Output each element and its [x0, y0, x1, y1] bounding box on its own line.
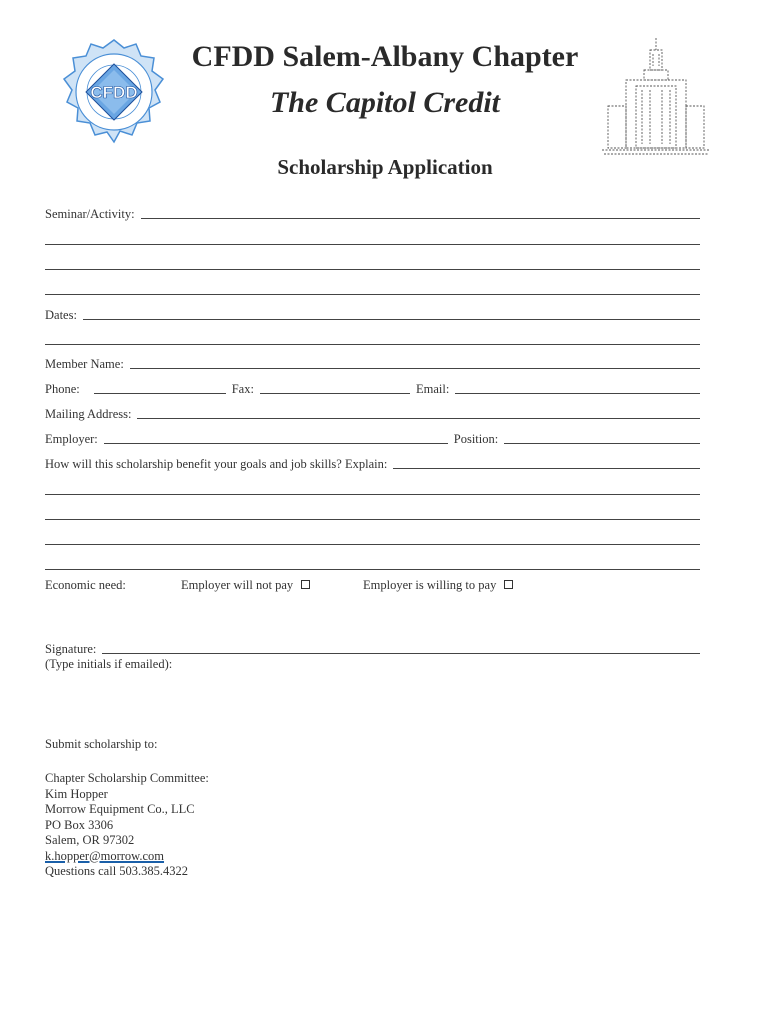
employer-label: Employer:	[45, 432, 98, 446]
explain-field-line-2[interactable]	[45, 494, 700, 495]
signature-label: Signature:	[45, 642, 97, 656]
seminar-field-line-3[interactable]	[45, 269, 700, 270]
explain-row	[45, 454, 700, 472]
email-label: Email:	[415, 382, 450, 396]
explain-continuation	[45, 555, 700, 573]
member-name-row	[45, 354, 700, 372]
seminar-continuation	[45, 255, 700, 273]
dates-label: Dates:	[45, 308, 77, 322]
employer-willing-label: Employer is willing to pay	[363, 578, 497, 592]
mailing-address-field[interactable]	[137, 418, 700, 419]
seminar-field[interactable]	[141, 218, 700, 219]
employer-row	[45, 429, 700, 447]
employer-not-pay-checkbox[interactable]	[301, 580, 310, 589]
email-field[interactable]	[455, 393, 700, 394]
position-label: Position:	[453, 432, 499, 446]
economic-need-row	[45, 578, 700, 596]
po-box: PO Box 3306	[45, 818, 114, 832]
document-title: Scholarship Application	[277, 155, 493, 179]
seminar-continuation	[45, 230, 700, 248]
mailing-address-row	[45, 404, 700, 422]
member-name-field[interactable]	[130, 368, 700, 369]
explain-field-line-3[interactable]	[45, 519, 700, 520]
committee-name: Chapter Scholarship Committee:	[45, 771, 209, 785]
economic-need-label: Economic need:	[45, 578, 126, 592]
dates-row	[45, 305, 700, 323]
seminar-field-line-4[interactable]	[45, 294, 700, 295]
seminar-label: Seminar/Activity:	[45, 207, 135, 221]
logo-text: CFDD	[90, 83, 138, 102]
questions-phone: Questions call 503.385.4322	[45, 864, 189, 878]
seminar-field-line-2[interactable]	[45, 244, 700, 245]
explain-field-line-5[interactable]	[45, 569, 700, 570]
employer-field[interactable]	[104, 443, 448, 444]
explain-continuation	[45, 530, 700, 548]
phone-label: Phone:	[45, 382, 80, 396]
seminar-row	[45, 204, 700, 222]
fax-field[interactable]	[260, 393, 410, 394]
dates-continuation	[45, 330, 700, 348]
submit-heading: Submit scholarship to:	[45, 737, 158, 751]
phone-field[interactable]	[94, 393, 226, 394]
mailing-address-label: Mailing Address:	[45, 407, 132, 421]
signature-row	[45, 639, 700, 657]
newsletter-subtitle: The Capitol Credit	[269, 86, 500, 119]
seminar-continuation	[45, 280, 700, 298]
explain-continuation	[45, 505, 700, 523]
dates-field[interactable]	[83, 319, 700, 320]
employer-willing-option[interactable]	[363, 578, 513, 593]
contact-person: Kim Hopper	[45, 787, 108, 801]
employer-not-pay-option[interactable]	[181, 578, 310, 593]
dates-field-line-2[interactable]	[45, 344, 700, 345]
contact-email-link[interactable]	[45, 849, 164, 864]
contact-email-text[interactable]: k.hopper@morrow.com	[45, 849, 165, 863]
chapter-title: CFDD Salem-Albany Chapter	[191, 40, 579, 73]
capitol-building-icon	[600, 36, 712, 160]
employer-willing-checkbox[interactable]	[504, 580, 513, 589]
explain-continuation	[45, 480, 700, 498]
member-name-label: Member Name:	[45, 357, 124, 371]
position-field[interactable]	[504, 443, 700, 444]
contact-row	[45, 379, 700, 397]
employer-not-pay-label: Employer will not pay	[181, 578, 294, 592]
explain-label: How will this scholarship benefit your goals and job skills? Explain:	[45, 457, 388, 471]
signature-note: (Type initials if emailed):	[45, 657, 173, 671]
signature-field[interactable]	[102, 653, 700, 654]
fax-label: Fax:	[231, 382, 254, 396]
explain-field-line-4[interactable]	[45, 544, 700, 545]
city-state-zip: Salem, OR 97302	[45, 833, 135, 847]
company-name: Morrow Equipment Co., LLC	[45, 802, 195, 816]
explain-field[interactable]	[393, 468, 700, 469]
